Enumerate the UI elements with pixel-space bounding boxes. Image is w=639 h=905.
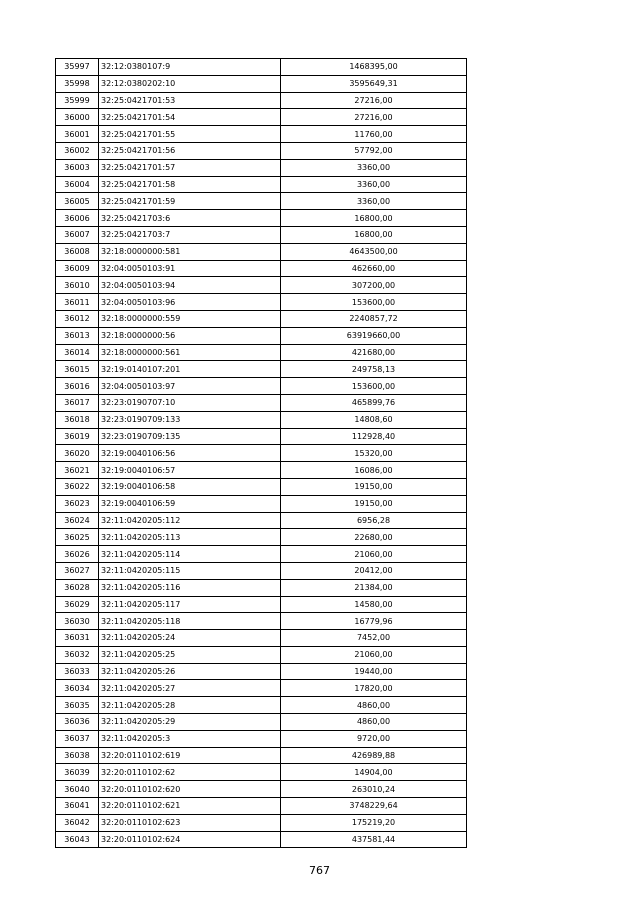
table-row [56, 562, 467, 579]
row-number-cell: 36014 [56, 344, 99, 361]
row-number-cell: 36023 [56, 495, 99, 512]
table-row [56, 310, 467, 327]
cadastral-number-cell: 32:11:0420205:118 [99, 613, 281, 630]
cadastral-number-cell: 32:25:0421701:58 [99, 176, 281, 193]
value-cell: 16086,00 [281, 462, 467, 479]
value-cell: 1468395,00 [281, 59, 467, 76]
row-number-cell: 36028 [56, 579, 99, 596]
cadastral-number-cell: 32:25:0421701:57 [99, 159, 281, 176]
cadastral-number-cell: 32:25:0421701:59 [99, 193, 281, 210]
table-row [56, 394, 467, 411]
value-cell: 263010,24 [281, 781, 467, 798]
row-number-cell: 36006 [56, 210, 99, 227]
table-row [56, 92, 467, 109]
table-row [56, 75, 467, 92]
value-cell: 6956,28 [281, 512, 467, 529]
table-row [56, 277, 467, 294]
cadastral-number-cell: 32:04:0050103:91 [99, 260, 281, 277]
row-number-cell: 36027 [56, 562, 99, 579]
value-cell: 3360,00 [281, 159, 467, 176]
cadastral-number-cell: 32:04:0050103:94 [99, 277, 281, 294]
row-number-cell: 36043 [56, 831, 99, 848]
cadastral-number-cell: 32:11:0420205:112 [99, 512, 281, 529]
row-number-cell: 36036 [56, 714, 99, 731]
table-row [56, 512, 467, 529]
cadastral-number-cell: 32:20:0110102:621 [99, 798, 281, 815]
cadastral-value-table [55, 58, 467, 848]
table-row [56, 59, 467, 76]
cadastral-number-cell: 32:11:0420205:115 [99, 562, 281, 579]
row-number-cell: 36000 [56, 109, 99, 126]
cadastral-number-cell: 32:11:0420205:113 [99, 529, 281, 546]
row-number-cell: 36017 [56, 394, 99, 411]
cadastral-number-cell: 32:11:0420205:26 [99, 663, 281, 680]
row-number-cell: 36010 [56, 277, 99, 294]
cadastral-number-cell: 32:19:0040106:57 [99, 462, 281, 479]
cadastral-number-cell: 32:18:0000000:56 [99, 327, 281, 344]
value-cell: 21060,00 [281, 646, 467, 663]
value-cell: 3360,00 [281, 193, 467, 210]
table-row [56, 747, 467, 764]
table-row [56, 831, 467, 848]
value-cell: 307200,00 [281, 277, 467, 294]
row-number-cell: 36003 [56, 159, 99, 176]
cadastral-number-cell: 32:11:0420205:25 [99, 646, 281, 663]
value-cell: 2240857,72 [281, 310, 467, 327]
page-number: 767 [309, 864, 330, 877]
row-number-cell: 36016 [56, 378, 99, 395]
row-number-cell: 36035 [56, 697, 99, 714]
table-row [56, 630, 467, 647]
row-number-cell: 36026 [56, 546, 99, 563]
value-cell: 14904,00 [281, 764, 467, 781]
table-row [56, 176, 467, 193]
value-cell: 14580,00 [281, 596, 467, 613]
row-number-cell: 36021 [56, 462, 99, 479]
table-row [56, 764, 467, 781]
row-number-cell: 36005 [56, 193, 99, 210]
row-number-cell: 36012 [56, 310, 99, 327]
table-row [56, 613, 467, 630]
value-cell: 21384,00 [281, 579, 467, 596]
row-number-cell: 36013 [56, 327, 99, 344]
row-number-cell: 36032 [56, 646, 99, 663]
table-row [56, 579, 467, 596]
table-row [56, 445, 467, 462]
value-cell: 175219,20 [281, 814, 467, 831]
row-number-cell: 36007 [56, 226, 99, 243]
cadastral-number-cell: 32:20:0110102:620 [99, 781, 281, 798]
value-cell: 63919660,00 [281, 327, 467, 344]
table-row [56, 663, 467, 680]
cadastral-number-cell: 32:25:0421701:55 [99, 126, 281, 143]
table-body [56, 59, 467, 848]
cadastral-number-cell: 32:18:0000000:581 [99, 243, 281, 260]
cadastral-number-cell: 32:11:0420205:3 [99, 730, 281, 747]
value-cell: 4860,00 [281, 714, 467, 731]
value-cell: 14808,60 [281, 411, 467, 428]
value-cell: 4643500,00 [281, 243, 467, 260]
row-number-cell: 36041 [56, 798, 99, 815]
row-number-cell: 36002 [56, 142, 99, 159]
cadastral-number-cell: 32:25:0421701:54 [99, 109, 281, 126]
table-row [56, 344, 467, 361]
value-cell: 16800,00 [281, 226, 467, 243]
table-row [56, 697, 467, 714]
cadastral-number-cell: 32:20:0110102:624 [99, 831, 281, 848]
cadastral-number-cell: 32:20:0110102:619 [99, 747, 281, 764]
cadastral-number-cell: 32:12:0380107:9 [99, 59, 281, 76]
table-row [56, 730, 467, 747]
value-cell: 153600,00 [281, 294, 467, 311]
value-cell: 421680,00 [281, 344, 467, 361]
table-row [56, 798, 467, 815]
row-number-cell: 36011 [56, 294, 99, 311]
value-cell: 16779,96 [281, 613, 467, 630]
value-cell: 3360,00 [281, 176, 467, 193]
row-number-cell: 36029 [56, 596, 99, 613]
cadastral-number-cell: 32:04:0050103:97 [99, 378, 281, 395]
row-number-cell: 36031 [56, 630, 99, 647]
table-row [56, 142, 467, 159]
cadastral-number-cell: 32:19:0140107:201 [99, 361, 281, 378]
row-number-cell: 36024 [56, 512, 99, 529]
cadastral-number-cell: 32:20:0110102:623 [99, 814, 281, 831]
value-cell: 27216,00 [281, 109, 467, 126]
table-row [56, 109, 467, 126]
cadastral-number-cell: 32:25:0421703:6 [99, 210, 281, 227]
table-row [56, 378, 467, 395]
cadastral-number-cell: 32:18:0000000:559 [99, 310, 281, 327]
cadastral-number-cell: 32:25:0421701:56 [99, 142, 281, 159]
row-number-cell: 36038 [56, 747, 99, 764]
table-row [56, 260, 467, 277]
cadastral-number-cell: 32:11:0420205:28 [99, 697, 281, 714]
table-row [56, 411, 467, 428]
cadastral-number-cell: 32:11:0420205:24 [99, 630, 281, 647]
value-cell: 153600,00 [281, 378, 467, 395]
value-cell: 11760,00 [281, 126, 467, 143]
cadastral-number-cell: 32:18:0000000:561 [99, 344, 281, 361]
value-cell: 9720,00 [281, 730, 467, 747]
table-row [56, 680, 467, 697]
row-number-cell: 36042 [56, 814, 99, 831]
table-row [56, 294, 467, 311]
value-cell: 19150,00 [281, 495, 467, 512]
row-number-cell: 36020 [56, 445, 99, 462]
cadastral-number-cell: 32:19:0040106:59 [99, 495, 281, 512]
value-cell: 462660,00 [281, 260, 467, 277]
value-cell: 7452,00 [281, 630, 467, 647]
table-row [56, 159, 467, 176]
cadastral-number-cell: 32:11:0420205:117 [99, 596, 281, 613]
value-cell: 22680,00 [281, 529, 467, 546]
row-number-cell: 36009 [56, 260, 99, 277]
cadastral-number-cell: 32:11:0420205:29 [99, 714, 281, 731]
value-cell: 3595649,31 [281, 75, 467, 92]
value-cell: 20412,00 [281, 562, 467, 579]
cadastral-number-cell: 32:25:0421703:7 [99, 226, 281, 243]
cadastral-number-cell: 32:23:0190709:135 [99, 428, 281, 445]
value-cell: 249758,13 [281, 361, 467, 378]
row-number-cell: 36030 [56, 613, 99, 630]
cadastral-number-cell: 32:12:0380202:10 [99, 75, 281, 92]
row-number-cell: 36040 [56, 781, 99, 798]
row-number-cell: 36037 [56, 730, 99, 747]
table-row [56, 361, 467, 378]
table-row [56, 327, 467, 344]
table-row [56, 646, 467, 663]
table-row [56, 714, 467, 731]
row-number-cell: 36025 [56, 529, 99, 546]
row-number-cell: 36015 [56, 361, 99, 378]
row-number-cell: 36008 [56, 243, 99, 260]
table-row [56, 596, 467, 613]
value-cell: 4860,00 [281, 697, 467, 714]
cadastral-number-cell: 32:11:0420205:27 [99, 680, 281, 697]
table-row [56, 814, 467, 831]
table-row [56, 428, 467, 445]
row-number-cell: 36033 [56, 663, 99, 680]
value-cell: 27216,00 [281, 92, 467, 109]
cadastral-number-cell: 32:19:0040106:58 [99, 478, 281, 495]
row-number-cell: 36001 [56, 126, 99, 143]
cadastral-number-cell: 32:23:0190707:10 [99, 394, 281, 411]
value-cell: 19440,00 [281, 663, 467, 680]
value-cell: 465899,76 [281, 394, 467, 411]
value-cell: 15320,00 [281, 445, 467, 462]
row-number-cell: 35998 [56, 75, 99, 92]
value-cell: 17820,00 [281, 680, 467, 697]
table-row [56, 193, 467, 210]
value-cell: 3748229,64 [281, 798, 467, 815]
value-cell: 426989,88 [281, 747, 467, 764]
row-number-cell: 36018 [56, 411, 99, 428]
table-row [56, 210, 467, 227]
table-row [56, 495, 467, 512]
table-row [56, 478, 467, 495]
table-row [56, 546, 467, 563]
value-cell: 112928,40 [281, 428, 467, 445]
value-cell: 19150,00 [281, 478, 467, 495]
value-cell: 21060,00 [281, 546, 467, 563]
table-row [56, 126, 467, 143]
table-row [56, 529, 467, 546]
value-cell: 437581,44 [281, 831, 467, 848]
value-cell: 16800,00 [281, 210, 467, 227]
cadastral-number-cell: 32:19:0040106:56 [99, 445, 281, 462]
table-row [56, 243, 467, 260]
cadastral-number-cell: 32:11:0420205:114 [99, 546, 281, 563]
table-row [56, 226, 467, 243]
cadastral-number-cell: 32:11:0420205:116 [99, 579, 281, 596]
cadastral-number-cell: 32:23:0190709:133 [99, 411, 281, 428]
row-number-cell: 35997 [56, 59, 99, 76]
row-number-cell: 36034 [56, 680, 99, 697]
value-cell: 57792,00 [281, 142, 467, 159]
cadastral-number-cell: 32:04:0050103:96 [99, 294, 281, 311]
row-number-cell: 36022 [56, 478, 99, 495]
row-number-cell: 36039 [56, 764, 99, 781]
row-number-cell: 36004 [56, 176, 99, 193]
row-number-cell: 35999 [56, 92, 99, 109]
cadastral-number-cell: 32:20:0110102:62 [99, 764, 281, 781]
table-row [56, 781, 467, 798]
cadastral-number-cell: 32:25:0421701:53 [99, 92, 281, 109]
row-number-cell: 36019 [56, 428, 99, 445]
table-row [56, 462, 467, 479]
